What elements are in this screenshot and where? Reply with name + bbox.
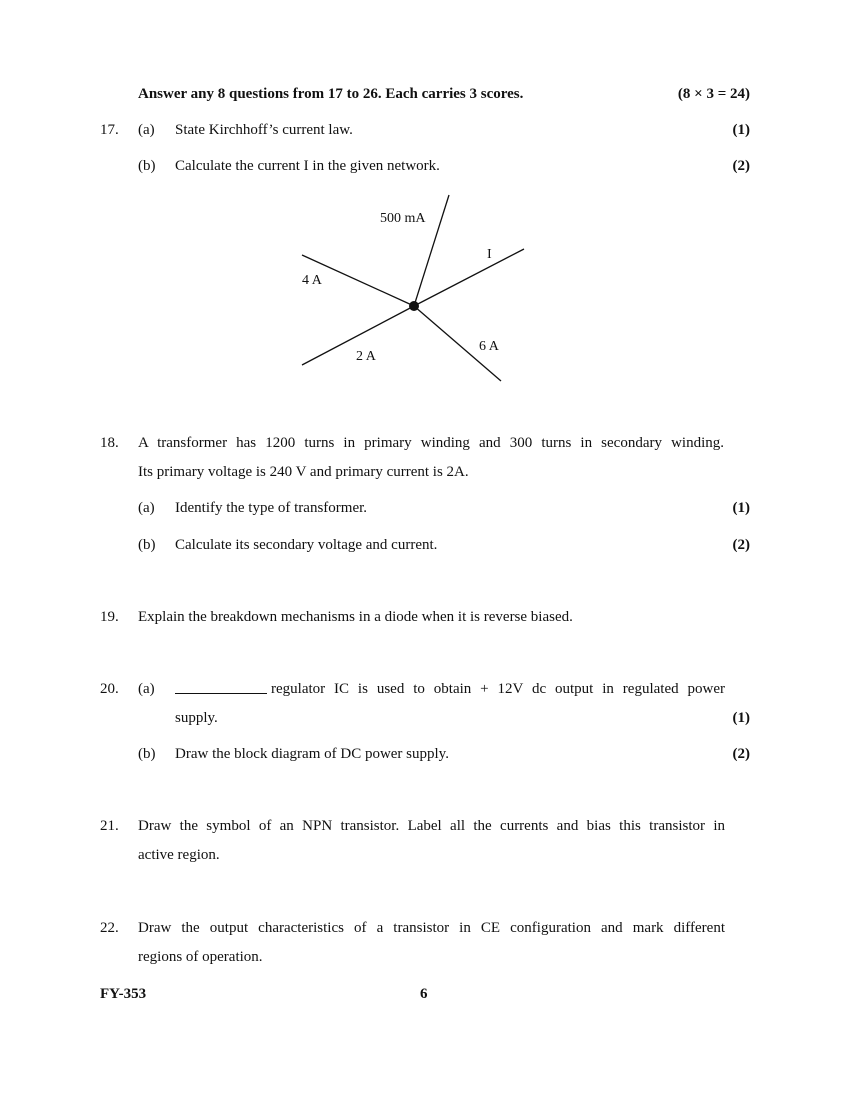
q20-part-a-text-1: regulator IC is used to obtain + 12V dc output in regulated power [271,681,725,697]
q18-stem-line-2: Its primary voltage is 240 V and primary current is 2A. [138,464,469,480]
question-number-17: 17. [100,122,119,138]
q19-text: Explain the breakdown mechanisms in a diode when it is reverse biased. [138,609,573,625]
q17-part-b-label: (b) [138,158,156,174]
q20-part-a-line-1 [175,681,725,698]
label-4a: 4 A [302,273,322,288]
junction-network-figure [0,0,850,420]
section-total-marks: (8 × 3 = 24) [677,86,750,102]
q20-part-b-text: Draw the block diagram of DC power supply. [175,746,449,762]
q18-part-b-label: (b) [138,537,156,553]
label-current-i: I [487,247,492,262]
question-number-18: 18. [100,435,119,451]
q18-part-b-text: Calculate its secondary voltage and current. [175,537,438,553]
q22-text-line-2: regions of operation. [138,949,263,965]
q18-part-a-label: (a) [138,500,155,516]
q17-part-a-marks: (1) [732,122,750,138]
fill-in-blank [175,681,267,694]
question-number-22: 22. [100,920,119,936]
q18-part-b-marks: (2) [732,537,750,553]
label-500ma: 500 mA [380,211,426,226]
q18-part-a-marks: (1) [732,500,750,516]
q21-text-line-2: active region. [138,847,220,863]
question-number-19: 19. [100,609,119,625]
label-6a: 6 A [479,339,499,354]
q17-part-b-text: Calculate the current I in the given network. [175,158,440,174]
q21-text-line-1: Draw the symbol of an NPN transistor. Label all the currents and bias this transistor in [138,818,725,834]
paper-code: FY-353 [100,986,147,1002]
junction-node [409,301,419,311]
q17-part-b-marks: (2) [732,158,750,174]
q20-part-a-label: (a) [138,681,155,697]
q17-part-a-label: (a) [138,122,155,138]
label-2a: 2 A [356,349,376,364]
question-number-21: 21. [100,818,119,834]
q20-part-b-label: (b) [138,746,156,762]
q20-part-a-line-2: supply. [175,710,218,726]
question-number-20: 20. [100,681,119,697]
q22-text-line-1: Draw the output characteristics of a transistor in CE configuration and mark different [138,920,725,936]
section-instruction: Answer any 8 questions from 17 to 26. Each carries 3 scores. [138,86,524,102]
page-number: 6 [420,986,428,1002]
q18-part-a-text: Identify the type of transformer. [175,500,368,516]
q18-stem-line-1: A transformer has 1200 turns in primary winding and 300 turns in secondary winding. [138,435,724,451]
q20-part-a-marks: (1) [732,710,750,726]
q17-part-a-text: State Kirchhoff’s current law. [175,122,353,138]
q20-part-b-marks: (2) [732,746,750,762]
wire-current-i [414,249,524,306]
